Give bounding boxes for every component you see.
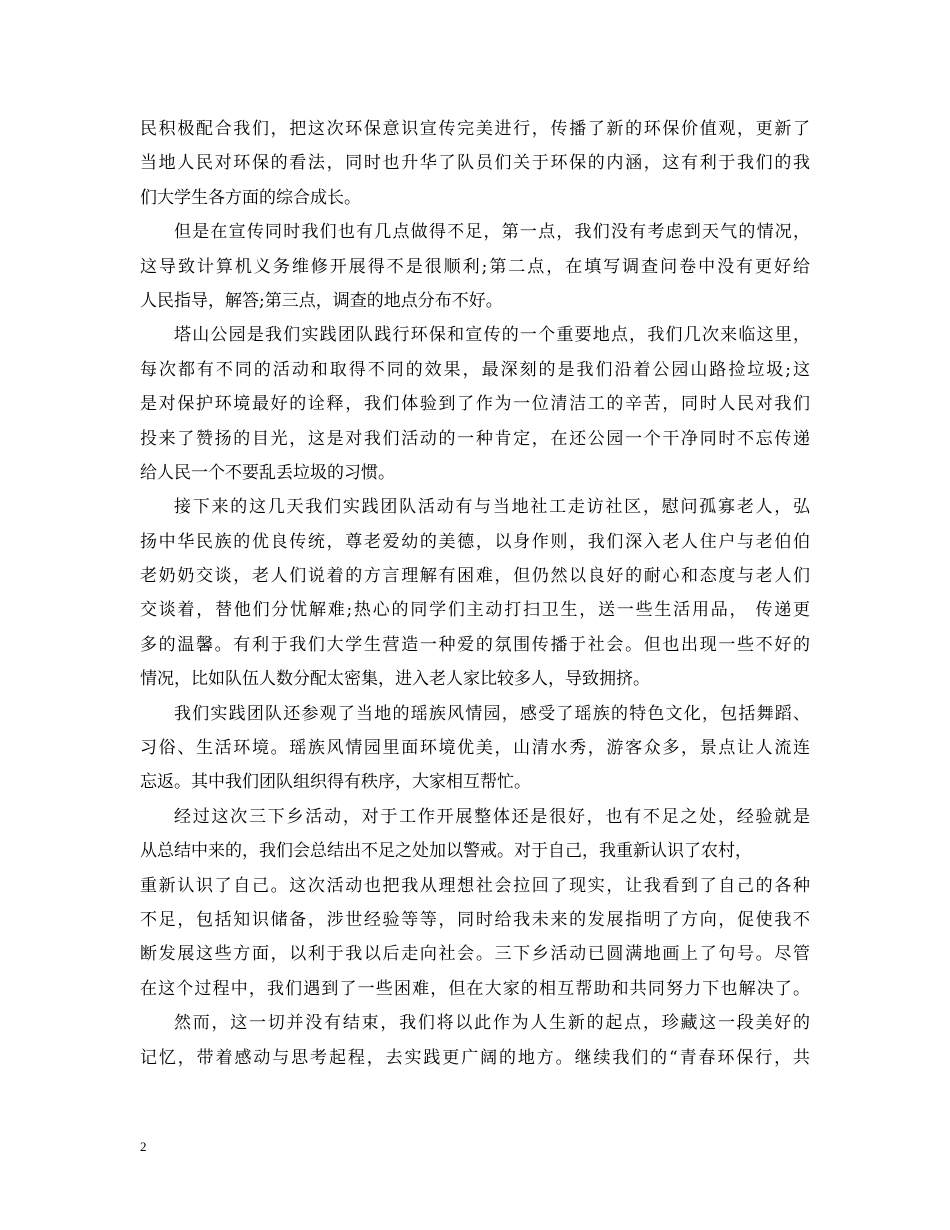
text-line: 是对保护环境最好的诠释，我们体验到了作为一位清洁工的辛苦，同时人民对我们 xyxy=(140,394,810,415)
text-line: 塔山公园是我们实践团队践行环保和宣传的一个重要地点，我们几次来临这里， xyxy=(174,325,810,346)
document-body xyxy=(140,112,810,1075)
text-line: 断发展这些方面，以利于我以后走向社会。三下乡活动已圆满地画上了句号。尽管 xyxy=(140,944,810,965)
text-line: 交谈着，替他们分忧解难;热心的同学们主动打扫卫生，送一些生活用品， 传递更 xyxy=(140,600,810,621)
text-line: 投来了赞扬的目光，这是对我们活动的一种肯定，在还公园一个干净同时不忘传递 xyxy=(140,428,810,449)
text-line: 这导致计算机义务维修开展得不是很顺利;第二点，在填写调查问卷中没有更好给 xyxy=(140,256,810,277)
page-number: 2 xyxy=(140,1139,147,1154)
text-line: 但是在宣传同时我们也有几点做得不足，第一点，我们没有考虑到天气的情况， xyxy=(174,222,810,243)
text-line: 每次都有不同的活动和取得不同的效果，最深刻的是我们沿着公园山路捡垃圾;这 xyxy=(140,359,810,380)
text-line: 我们实践团队还参观了当地的瑶族风情园，感受了瑶族的特色文化，包括舞蹈、 xyxy=(174,703,810,724)
text-line: 在这个过程中，我们遇到了一些困难，但在大家的相互帮助和共同努力下也解决了。 xyxy=(140,978,810,999)
text-line: 人民指导，解答;第三点，调查的地点分布不好。 xyxy=(140,290,503,311)
text-line: 接下来的这几天我们实践团队活动有与当地社工走访社区，慰问孤寡老人，弘 xyxy=(174,497,810,518)
text-line: 多的温馨。有利于我们大学生营造一种爱的氛围传播于社会。但也出现一些不好的 xyxy=(140,634,810,655)
text-line: 记忆，带着感动与思考起程，去实践更广阔的地方。继续我们的“青春环保行，共 xyxy=(140,1047,810,1068)
text-line: 不足，包括知识储备，涉世经验等等，同时给我未来的发展指明了方向，促使我不 xyxy=(140,909,810,930)
text-line: 当地人民对环保的看法，同时也升华了队员们关于环保的内涵，这有利于我们的我 xyxy=(140,153,810,174)
text-line: 从总结中来的，我们会总结出不足之处加以警戒。对于自己，我重新认识了农村， xyxy=(140,841,752,862)
text-line: 习俗、生活环境。瑶族风情园里面环境优美，山清水秀，游客众多，景点让人流连 xyxy=(140,738,810,759)
text-line: 扬中华民族的优良传统，尊老爱幼的美德，以身作则，我们深入老人住户与老伯伯 xyxy=(140,531,810,552)
text-line: 给人民一个不要乱丢垃圾的习惯。 xyxy=(140,462,395,483)
text-line: 们大学生各方面的综合成长。 xyxy=(140,187,361,208)
text-line: 重新认识了自己。这次活动也把我从理想社会拉回了现实，让我看到了自己的各种 xyxy=(140,875,810,896)
text-line: 老奶奶交谈，老人们说着的方言理解有困难，但仍然以良好的耐心和态度与老人们 xyxy=(140,566,810,587)
text-line: 民积极配合我们，把这次环保意识宣传完美进行，传播了新的环保价值观，更新了 xyxy=(140,119,810,139)
text-line: 情况，比如队伍人数分配太密集，进入老人家比较多人，导致拥挤。 xyxy=(140,669,650,690)
text-line: 经过这次三下乡活动，对于工作开展整体还是很好，也有不足之处，经验就是 xyxy=(174,806,810,827)
text-line: 忘返。其中我们团队组织得有秩序，大家相互帮忙。 xyxy=(140,772,531,793)
text-line: 然而，这一切并没有结束，我们将以此作为人生新的起点，珍藏这一段美好的 xyxy=(174,1013,810,1034)
